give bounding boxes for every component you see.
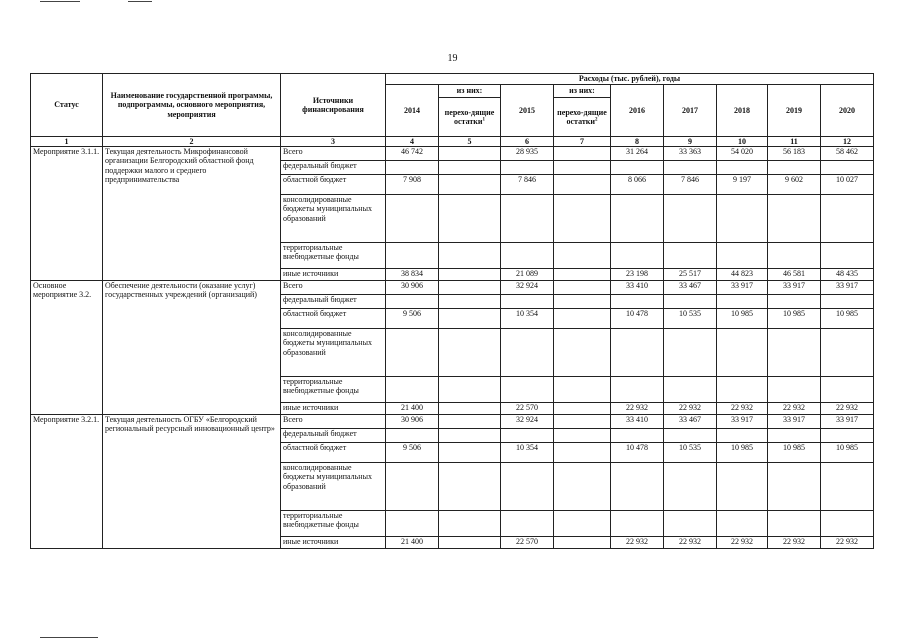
amount-cell: 22 932 (611, 537, 664, 549)
column-number: 2 (103, 137, 281, 147)
row-program-name: Обеспечение деятельности (оказание услуг) государственных учреждений (организаций) (103, 281, 281, 415)
funding-source: консолидированные бюджеты муниципальных образований (281, 195, 386, 243)
amount-cell (821, 295, 874, 309)
amount-cell (611, 429, 664, 443)
amount-cell (501, 329, 554, 377)
scan-mark (40, 637, 98, 638)
table-row (31, 415, 874, 429)
amount-cell: 54 020 (717, 147, 768, 161)
amount-cell (386, 195, 439, 243)
amount-cell (439, 443, 501, 463)
row-status: Основное мероприятие 3.2. (31, 281, 103, 415)
amount-cell (611, 295, 664, 309)
amount-cell (611, 195, 664, 243)
amount-cell (501, 377, 554, 403)
header-of-them-1: из них: (439, 85, 501, 98)
row-status: Мероприятие 3.1.1. (31, 147, 103, 281)
amount-cell: 10 535 (664, 309, 717, 329)
column-number: 1 (31, 137, 103, 147)
column-number: 6 (501, 137, 554, 147)
amount-cell (664, 195, 717, 243)
amount-cell (768, 463, 821, 511)
amount-cell (554, 415, 611, 429)
amount-cell (501, 161, 554, 175)
amount-cell (821, 161, 874, 175)
amount-cell: 30 906 (386, 281, 439, 295)
amount-cell (664, 429, 717, 443)
amount-cell (439, 243, 501, 269)
amount-cell: 10 478 (611, 309, 664, 329)
amount-cell: 33 917 (768, 415, 821, 429)
column-number: 4 (386, 137, 439, 147)
amount-cell: 22 932 (611, 403, 664, 415)
amount-cell (501, 195, 554, 243)
column-number: 8 (611, 137, 664, 147)
amount-cell (439, 511, 501, 537)
amount-cell: 22 932 (664, 403, 717, 415)
amount-cell: 21 400 (386, 537, 439, 549)
amount-cell: 58 462 (821, 147, 874, 161)
header-name: Наименование государственной программы, подпрограммы, основного мероприятия, мероприятия (103, 74, 281, 137)
amount-cell (768, 295, 821, 309)
amount-cell: 22 932 (768, 403, 821, 415)
amount-cell: 33 917 (821, 415, 874, 429)
amount-cell: 33 467 (664, 415, 717, 429)
amount-cell (439, 429, 501, 443)
amount-cell: 33 917 (768, 281, 821, 295)
footnote-mark: 1 (482, 117, 486, 123)
amount-cell (439, 403, 501, 415)
amount-cell: 10 027 (821, 175, 874, 195)
header-status: Статус (31, 74, 103, 137)
amount-cell (821, 463, 874, 511)
funding-source: федеральный бюджет (281, 161, 386, 175)
amount-cell: 22 570 (501, 403, 554, 415)
row-program-name: Текущая деятельность ОГБУ «Белгородский региональный ресурсный инновационный центр» (103, 415, 281, 549)
amount-cell (386, 463, 439, 511)
funding-source: Всего (281, 281, 386, 295)
amount-cell: 10 354 (501, 309, 554, 329)
amount-cell: 7 908 (386, 175, 439, 195)
footnote-mark: 2 (595, 117, 598, 123)
amount-cell (439, 175, 501, 195)
amount-cell (664, 161, 717, 175)
amount-cell: 10 985 (821, 443, 874, 463)
amount-cell (554, 377, 611, 403)
amount-cell (554, 175, 611, 195)
amount-cell: 10 985 (821, 309, 874, 329)
amount-cell (554, 537, 611, 549)
amount-cell (821, 377, 874, 403)
amount-cell: 23 198 (611, 269, 664, 281)
amount-cell: 32 924 (501, 415, 554, 429)
amount-cell (554, 309, 611, 329)
funding-source: консолидированные бюджеты муниципальных образований (281, 329, 386, 377)
amount-cell: 10 985 (768, 443, 821, 463)
funding-source: территориальные внебюджетные фонды (281, 243, 386, 269)
amount-cell (664, 463, 717, 511)
amount-cell (768, 161, 821, 175)
header-carryover-1 (439, 98, 501, 137)
amount-cell (821, 195, 874, 243)
amount-cell (664, 295, 717, 309)
amount-cell (717, 195, 768, 243)
amount-cell (717, 295, 768, 309)
amount-cell: 8 066 (611, 175, 664, 195)
amount-cell (386, 329, 439, 377)
amount-cell (611, 511, 664, 537)
amount-cell (768, 511, 821, 537)
amount-cell (501, 429, 554, 443)
column-number: 3 (281, 137, 386, 147)
amount-cell (768, 377, 821, 403)
amount-cell: 9 506 (386, 309, 439, 329)
amount-cell (554, 243, 611, 269)
amount-cell (439, 195, 501, 243)
amount-cell: 22 932 (821, 403, 874, 415)
header-expenses: Расходы (тыс. рублей), годы (386, 74, 874, 85)
amount-cell (717, 429, 768, 443)
amount-cell (386, 161, 439, 175)
amount-cell: 38 834 (386, 269, 439, 281)
table-row (31, 147, 874, 161)
funding-source: Всего (281, 415, 386, 429)
amount-cell (611, 463, 664, 511)
amount-cell (439, 463, 501, 511)
carryover-label: перехо-дящие остатки (444, 107, 495, 126)
page-number: 19 (447, 53, 458, 64)
amount-cell (611, 243, 664, 269)
header-year-2014: 2014 (386, 85, 439, 137)
amount-cell: 9 506 (386, 443, 439, 463)
amount-cell (386, 295, 439, 309)
amount-cell (439, 537, 501, 549)
amount-cell (554, 429, 611, 443)
header-of-them-2: из них: (554, 85, 611, 98)
amount-cell: 10 354 (501, 443, 554, 463)
amount-cell (554, 281, 611, 295)
amount-cell (611, 161, 664, 175)
row-status: Мероприятие 3.2.1. (31, 415, 103, 549)
amount-cell: 33 410 (611, 415, 664, 429)
amount-cell (664, 377, 717, 403)
funding-source: областной бюджет (281, 443, 386, 463)
funding-source: иные источники (281, 537, 386, 549)
header-year-2016: 2016 (611, 85, 664, 137)
column-number: 5 (439, 137, 501, 147)
column-number: 11 (768, 137, 821, 147)
amount-cell (439, 329, 501, 377)
amount-cell: 9 602 (768, 175, 821, 195)
funding-source: федеральный бюджет (281, 429, 386, 443)
funding-source: федеральный бюджет (281, 295, 386, 309)
amount-cell: 7 846 (664, 175, 717, 195)
column-number: 9 (664, 137, 717, 147)
amount-cell: 10 985 (717, 309, 768, 329)
funding-source: областной бюджет (281, 175, 386, 195)
amount-cell (501, 463, 554, 511)
amount-cell: 22 570 (501, 537, 554, 549)
amount-cell: 22 932 (821, 537, 874, 549)
amount-cell (821, 511, 874, 537)
amount-cell (386, 243, 439, 269)
funding-source: территориальные внебюджетные фонды (281, 511, 386, 537)
amount-cell (717, 377, 768, 403)
amount-cell (501, 295, 554, 309)
amount-cell (664, 511, 717, 537)
amount-cell: 22 932 (717, 537, 768, 549)
amount-cell (554, 463, 611, 511)
amount-cell (439, 161, 501, 175)
amount-cell: 56 183 (768, 147, 821, 161)
amount-cell (664, 329, 717, 377)
amount-cell (768, 243, 821, 269)
amount-cell: 21 400 (386, 403, 439, 415)
amount-cell (717, 463, 768, 511)
column-number: 7 (554, 137, 611, 147)
amount-cell: 33 467 (664, 281, 717, 295)
amount-cell: 22 932 (768, 537, 821, 549)
table-row (31, 281, 874, 295)
scan-mark (128, 1, 152, 2)
amount-cell: 10 985 (768, 309, 821, 329)
table-body (31, 147, 874, 549)
budget-table (30, 73, 874, 549)
amount-cell: 21 089 (501, 269, 554, 281)
amount-cell (554, 329, 611, 377)
amount-cell: 33 917 (821, 281, 874, 295)
amount-cell (439, 415, 501, 429)
amount-cell (554, 147, 611, 161)
amount-cell (554, 295, 611, 309)
header-year-2018: 2018 (717, 85, 768, 137)
amount-cell: 33 917 (717, 281, 768, 295)
header-sources: Источники финансирования (281, 74, 386, 137)
amount-cell (664, 243, 717, 269)
amount-cell (439, 295, 501, 309)
amount-cell (717, 161, 768, 175)
header-carryover-2 (554, 98, 611, 137)
amount-cell (386, 429, 439, 443)
amount-cell: 9 197 (717, 175, 768, 195)
amount-cell: 30 906 (386, 415, 439, 429)
amount-cell: 22 932 (717, 403, 768, 415)
amount-cell (768, 429, 821, 443)
amount-cell (439, 147, 501, 161)
funding-source: иные источники (281, 269, 386, 281)
amount-cell (768, 195, 821, 243)
amount-cell (439, 309, 501, 329)
amount-cell: 44 823 (717, 269, 768, 281)
amount-cell (717, 511, 768, 537)
amount-cell (821, 243, 874, 269)
amount-cell (821, 429, 874, 443)
amount-cell (439, 377, 501, 403)
amount-cell: 10 985 (717, 443, 768, 463)
amount-cell (554, 443, 611, 463)
amount-cell (554, 403, 611, 415)
scan-mark (40, 1, 80, 2)
amount-cell (501, 511, 554, 537)
funding-source: Всего (281, 147, 386, 161)
header-year-2017: 2017 (664, 85, 717, 137)
amount-cell: 25 517 (664, 269, 717, 281)
column-number-row (31, 137, 874, 147)
funding-source: областной бюджет (281, 309, 386, 329)
amount-cell (611, 377, 664, 403)
amount-cell (554, 511, 611, 537)
amount-cell: 31 264 (611, 147, 664, 161)
funding-source: консолидированные бюджеты муниципальных образований (281, 463, 386, 511)
amount-cell: 10 535 (664, 443, 717, 463)
amount-cell (717, 243, 768, 269)
amount-cell (439, 269, 501, 281)
amount-cell: 46 742 (386, 147, 439, 161)
amount-cell (386, 511, 439, 537)
carryover-label: перехо-дящие остатки (557, 107, 607, 126)
header-year-2020: 2020 (821, 85, 874, 137)
amount-cell (554, 161, 611, 175)
amount-cell (554, 269, 611, 281)
column-number: 10 (717, 137, 768, 147)
row-program-name: Текущая деятельность Микрофинансовой организации Белгородский областной фонд поддержки малого и среднего предпринимательства (103, 147, 281, 281)
amount-cell: 33 363 (664, 147, 717, 161)
funding-source: территориальные внебюджетные фонды (281, 377, 386, 403)
amount-cell: 22 932 (664, 537, 717, 549)
amount-cell (439, 281, 501, 295)
funding-source: иные источники (281, 403, 386, 415)
amount-cell: 33 917 (717, 415, 768, 429)
amount-cell (554, 195, 611, 243)
amount-cell (768, 329, 821, 377)
header-year-2019: 2019 (768, 85, 821, 137)
amount-cell: 46 581 (768, 269, 821, 281)
header-year-2015: 2015 (501, 85, 554, 137)
amount-cell: 33 410 (611, 281, 664, 295)
column-number: 12 (821, 137, 874, 147)
amount-cell: 28 935 (501, 147, 554, 161)
amount-cell (386, 377, 439, 403)
amount-cell: 32 924 (501, 281, 554, 295)
amount-cell (611, 329, 664, 377)
amount-cell (821, 329, 874, 377)
amount-cell (717, 329, 768, 377)
amount-cell: 10 478 (611, 443, 664, 463)
amount-cell: 7 846 (501, 175, 554, 195)
amount-cell (501, 243, 554, 269)
amount-cell: 48 435 (821, 269, 874, 281)
